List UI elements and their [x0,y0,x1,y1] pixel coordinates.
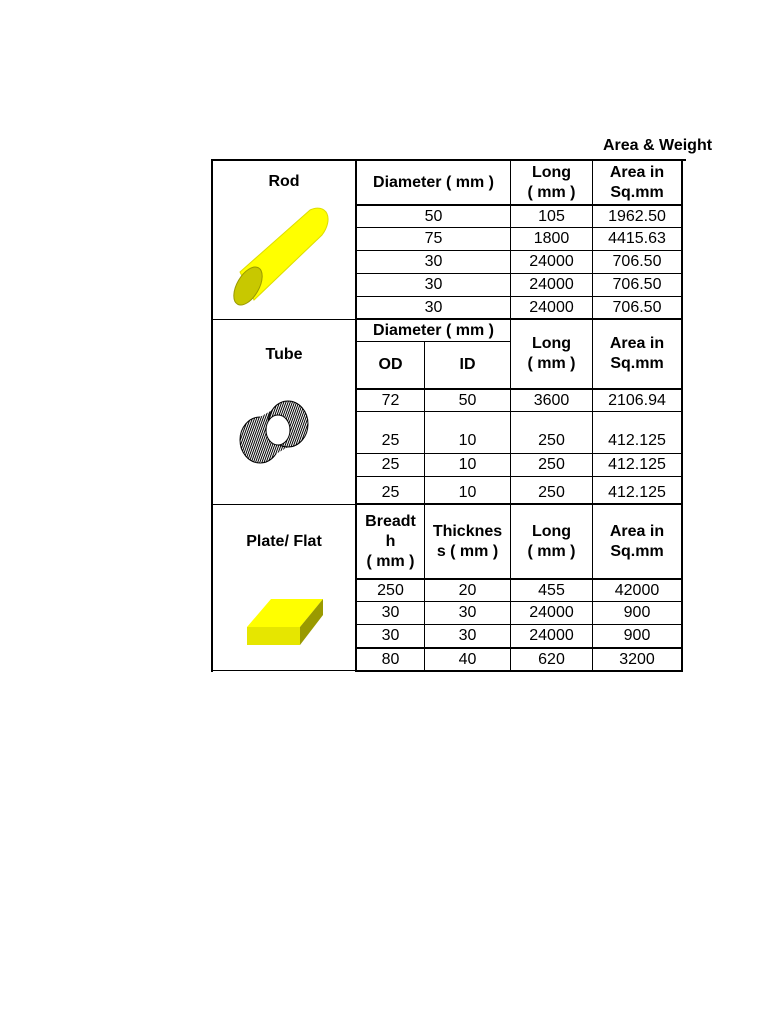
rod-row-diameter: 50 [424,207,443,225]
rod-row-long: 1800 [533,230,570,247]
tube-area-header: Area in Sq.mm [609,335,665,372]
tube-row-long: 250 [538,456,565,473]
plate-row-breadth: 250 [377,581,404,599]
plate-row-area: 900 [623,604,651,621]
tube-row-area: 412.125 [608,456,666,473]
rod-row-diameter: 30 [424,253,443,270]
rod-row-diameter: 75 [424,230,443,247]
plate-row-long: 455 [538,581,565,599]
grid-line [356,503,682,505]
grid-line [681,159,683,672]
plate-row-thickness: 20 [458,581,477,599]
plate-row-long: 24000 [529,627,574,644]
plate-row-long: 620 [538,650,565,668]
rod-diameter-header: Diameter ( mm ) [373,173,494,191]
rod-row-long: 24000 [529,276,574,293]
rod-row-long: 24000 [529,298,574,316]
rod-row-long: 105 [538,207,565,225]
grid-line [211,159,213,672]
plate-row-area: 42000 [614,581,660,599]
rod-row-area: 706.50 [612,253,662,270]
yellow-plate-icon [245,597,325,647]
rod-row-long: 24000 [529,253,574,270]
tube-diameter-header: Diameter ( mm ) [373,321,494,339]
tube-row-od: 25 [381,456,400,473]
yellow-rod-icon [234,202,328,308]
grid-line [211,670,356,671]
tube-id-header: ID [459,356,476,373]
rod-row-area: 706.50 [612,298,662,316]
rod-row-diameter: 30 [424,298,443,316]
plate-row-area: 900 [623,627,651,644]
tube-row-long: 250 [538,483,565,501]
plate-row-breadth: 80 [381,650,400,668]
grid-line [211,504,356,505]
tube-row-area: 412.125 [608,432,666,449]
tube-od-header: OD [378,356,403,373]
tube-row-od: 72 [381,391,400,409]
plate-breadth-header: Breadt h ( mm ) [365,513,416,570]
tube-row-od: 25 [381,483,400,501]
tube-icon [238,398,310,466]
rod-row-diameter: 30 [424,276,443,293]
tube-row-long: 250 [538,432,565,449]
tube-row-long: 3600 [533,391,570,409]
grid-line [211,319,356,320]
tube-row-area: 412.125 [608,483,666,501]
tube-row-od: 25 [381,432,400,449]
rod-row-area: 706.50 [612,276,662,293]
tube-row-area: 2106.94 [608,391,666,409]
grid-line [356,476,682,477]
rod-label: Rod [268,173,300,190]
grid-line [356,670,682,672]
tube-row-id: 10 [458,456,477,473]
plate-long-header: Long ( mm ) [527,523,576,560]
plate-thickness-header: Thicknes s ( mm ) [432,523,503,560]
tube-long-header: Long ( mm ) [527,335,576,372]
rod-area-header: Area in Sq.mm [609,163,665,201]
grid-line [356,411,682,412]
rod-row-area: 4415.63 [608,230,666,247]
tube-row-id: 50 [458,391,477,409]
plate-row-breadth: 30 [381,604,400,621]
tube-row-id: 10 [458,483,477,501]
plate-label: Plate/ Flat [246,533,322,550]
rod-row-area: 1962.50 [608,207,666,225]
plate-row-area: 3200 [619,650,655,668]
plate-row-thickness: 30 [458,627,477,644]
tube-label: Tube [265,346,303,363]
tube-row-id: 10 [458,432,477,449]
plate-row-breadth: 30 [381,627,400,644]
rod-long-header: Long ( mm ) [527,163,576,201]
sheet-title: Area & Weight [603,137,713,154]
plate-area-header: Area in Sq.mm [609,523,665,560]
plate-row-thickness: 30 [458,604,477,621]
plate-row-long: 24000 [529,604,574,621]
plate-row-thickness: 40 [458,650,477,668]
